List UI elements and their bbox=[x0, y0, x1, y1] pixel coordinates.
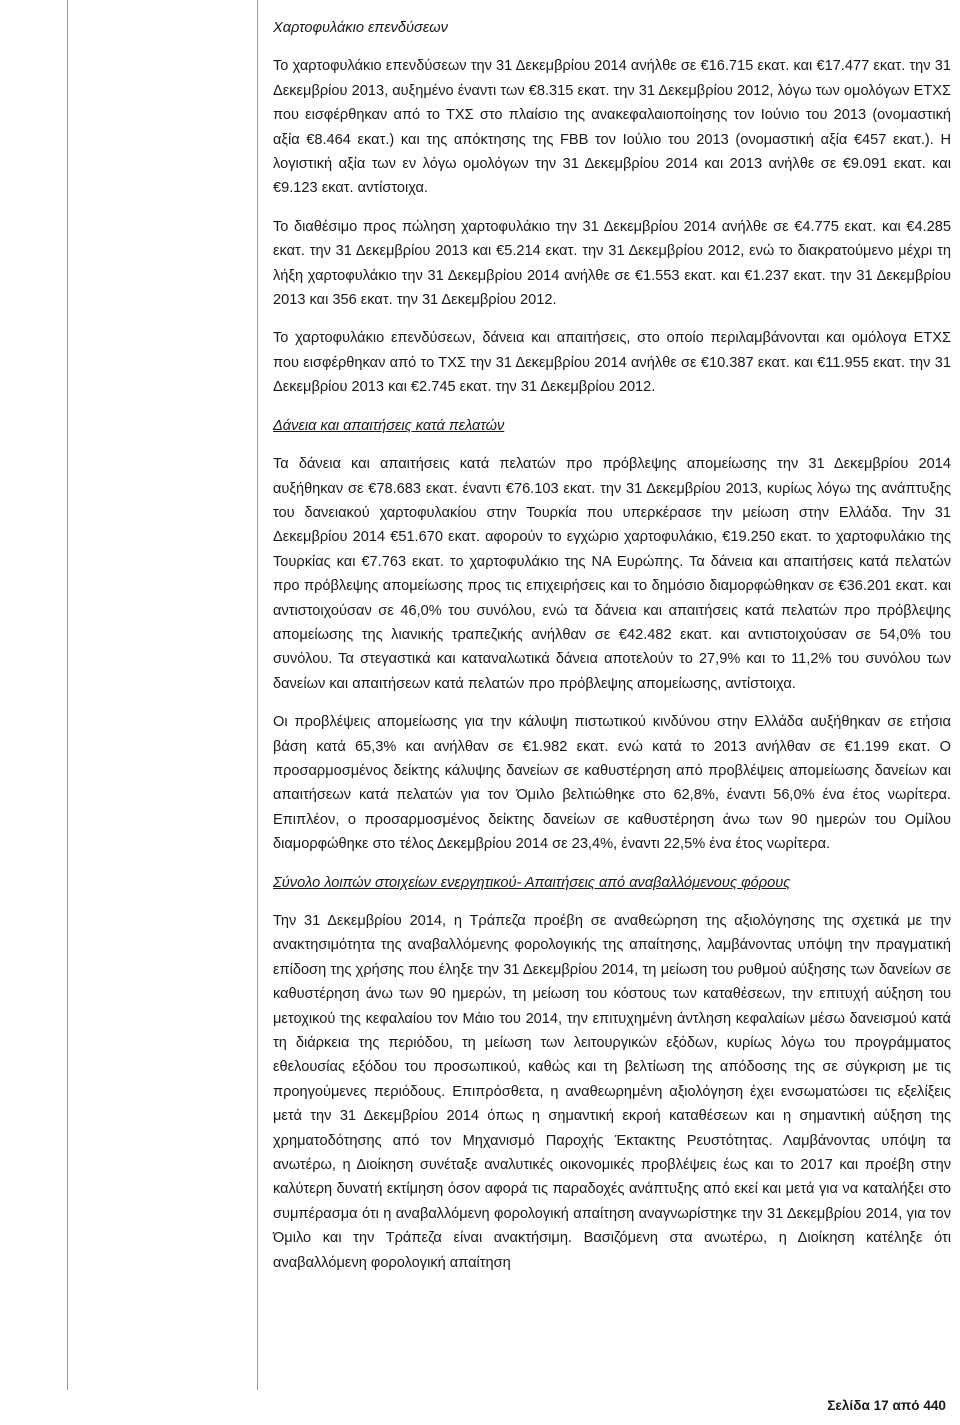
content-margin-line bbox=[257, 0, 258, 1390]
left-margin-line bbox=[67, 0, 68, 1390]
paragraph-investment-portfolio-total: Το χαρτοφυλάκιο επενδύσεων την 31 Δεκεμβρίου 2014 ανήλθε σε €16.715 εκατ. και €17.477 εκατ. την 31 Δεκεμβρίου 2013, αυξημένο έναντι των €8.315 εκατ. την 31 Δεκεμβρίου 2012, λόγω των ομολόγων ΕΤΧΣ που εισφέρθηκαν από το ΤΧΣ στο πλαίσιο της ανακεφαλαιοποίησης τον Ιούνιο του 2013 (ονομαστική αξία €8.464 εκατ.) και της απόκτησης της FBB τον Ιούλιο του 2013 (ονομαστική αξία €457 εκατ.). Η λογιστική αξία των εν λόγω ομολόγων την 31 Δεκεμβρίου 2014 και 2013 ανήλθε σε €9.091 εκατ. και €9.123 εκατ. αντίστοιχα. bbox=[273, 58, 951, 197]
paragraph-deferred-tax: Την 31 Δεκεμβρίου 2014, η Τράπεζα προέβη σε αναθεώρηση της αξιολόγησης της σχετικά με την ανακτησιμότητα της αναβαλλόμενης φορολογικής της απαίτησης, λαμβάνοντας υπόψη την πραγματική επίδοση της χρήσης που έληξε την 31 Δεκεμβρίου 2014, τη μείωση του ρυθμού αύξησης των δανείων σε καθυστέρηση άνω των 90 ημερών, τη μείωση του κόστους των καταθέσεων, την επιτυχή αύξηση του μετοχικού της κεφαλαίου τον Μάιο του 2014, την επιτυχημένη άντληση κεφαλαίων μέσω δανεισμού κατά τη διάρκεια της περιόδου, τη μείωση των λειτουργικών εξόδων, κυρίως λόγω του προγράμματος εθελουσίας εξόδου του προσωπικού, καθώς και τη βελτίωση της απόδοσης της σε σύγκριση με τις προηγούμενες περιόδους. Επιπρόσθετα, η αναθεωρημένη αξιολόγηση έχει ενσωματώσει τις εξελίξεις μετά την 31 Δεκεμβρίου 2014 όπως η σημαντική εκροή καταθέσεων και η σημαντική αύξηση της χρηματοδότησης από τον Μηχανισμό Παροχής Έκτακτης Ρευστότητας. Λαμβάνοντας υπόψη τα ανωτέρω, η Διοίκηση συνέταξε αναλυτικές οικονομικές προβλέψεις έως και το 2017 και προέβη στην καλύτερη δυνατή εκτίμηση όσον αφορά τις παραδοχές ανάπτυξης από εκεί και μετά για να καταλήξει στο συμπέρασμα ότι η αναβαλλόμενη φορολογική απαίτηση αναγνωρίστηκε την 31 Δεκεμβρίου 2014, για τον Όμιλο και την Τράπεζα είναι ανακτήσιμη. Βασιζόμενη στα ανωτέρω, η Διοίκηση κατέληξε ότι αναβαλλόμενη φορολογική απαίτηση bbox=[273, 913, 951, 1271]
section-heading-deferred-tax: Σύνολο λοιπών στοιχείων ενεργητικού- Απαιτήσεις από αναβαλλόμενους φόρους bbox=[273, 874, 791, 891]
section-heading-customer-loans: Δάνεια και απαιτήσεις κατά πελατών bbox=[273, 417, 505, 434]
paragraph-loans-receivables-portfolio: Το χαρτοφυλάκιο επενδύσεων, δάνεια και απαιτήσεις, στο οποίο περιλαμβάνονται και ομόλογα ΕΤΧΣ που εισφέρθηκαν από το ΤΧΣ την 31 Δεκεμβρίου 2014 ανήλθε σε €10.387 εκατ. και €11.955 εκατ. την 31 Δεκεμβρίου 2013 και €2.745 εκατ. την 31 Δεκεμβρίου 2012. bbox=[273, 330, 951, 396]
paragraph-customer-loans: Τα δάνεια και απαιτήσεις κατά πελατών προ πρόβλεψης απομείωσης την 31 Δεκεμβρίου 2014 αυξήθηκαν σε €78.683 εκατ. έναντι €76.103 εκατ. την 31 Δεκεμβρίου 2013, κυρίως λόγω της ανάπτυξης του δανειακού χαρτοφυλακίου στην Τουρκία που υπερκέρασε την μείωση στην Ελλάδα. Την 31 Δεκεμβρίου 2014 €51.670 εκατ. αφορούν το εγχώριο χαρτοφυλάκιο, €19.250 εκατ. το χαρτοφυλάκιο της Τουρκίας και €7.763 εκατ. το χαρτοφυλάκιο της ΝΑ Ευρώπης. Τα δάνεια και απαιτήσεις κατά πελατών προ πρόβλεψης απομείωσης προς τις επιχειρήσεις και το δημόσιο διαμορφώθηκαν σε €36.201 εκατ. και αντιστοιχούσαν σε 46,0% του συνόλου, ενώ τα δάνεια και απαιτήσεις κατά πελατών προ πρόβλεψης απομείωσης της λιανικής τραπεζικής ανήλθαν σε €42.482 εκατ. και αντιστοιχούσαν σε 54,0% του συνόλου. Τα στεγαστικά και καταναλωτικά δάνεια αποτελούν το 27,9% και το 11,2% του συνόλου των δανείων και απαιτήσεων κατά πελατών προ πρόβλεψης απομείωσης, αντίστοιχα. bbox=[273, 456, 951, 692]
document-body bbox=[273, 10, 951, 1275]
paragraph-impairment-provisions: Οι προβλέψεις απομείωσης για την κάλυψη πιστωτικού κινδύνου στην Ελλάδα αυξήθηκαν σε ετήσια βάση κατά 65,3% και ανήλθαν σε €1.982 εκατ. ενώ κατά το 2013 ανήλθαν σε €1.199 εκατ. Ο προσαρμοσμένος δείκτης κάλυψης δανείων σε καθυστέρηση από προβλέψεις απομείωσης δανείων και απαιτήσεων κατά πελατών για τον Όμιλο βελτιώθηκε στο 62,8%, έναντι 56,0% ένα έτος νωρίτερα. Επιπλέον, ο προσαρμοσμένος δείκτης δανείων σε καθυστέρηση άνω των 90 ημερών του Ομίλου διαμορφώθηκε στο τέλος Δεκεμβρίου 2014 σε 23,4%, έναντι 22,5% ένα έτος νωρίτερα. bbox=[273, 714, 951, 853]
paragraph-available-for-sale: Το διαθέσιμο προς πώληση χαρτοφυλάκιο την 31 Δεκεμβρίου 2014 ανήλθε σε €4.775 εκατ. και €4.285 εκατ. την 31 Δεκεμβρίου 2013 και €5.214 εκατ. την 31 Δεκεμβρίου 2012, ενώ το διακρατούμενο μέχρι τη λήξη χαρτοφυλάκιο την 31 Δεκεμβρίου 2014 ανήλθε σε €1.553 εκατ. και €1.237 εκατ. την 31 Δεκεμβρίου 2013 και 356 εκατ. την 31 Δεκεμβρίου 2012. bbox=[273, 218, 951, 309]
page-number: Σελίδα 17 από 440 bbox=[827, 1398, 946, 1413]
section-heading-investment-portfolio: Χαρτοφυλάκιο επενδύσεων bbox=[273, 20, 448, 36]
